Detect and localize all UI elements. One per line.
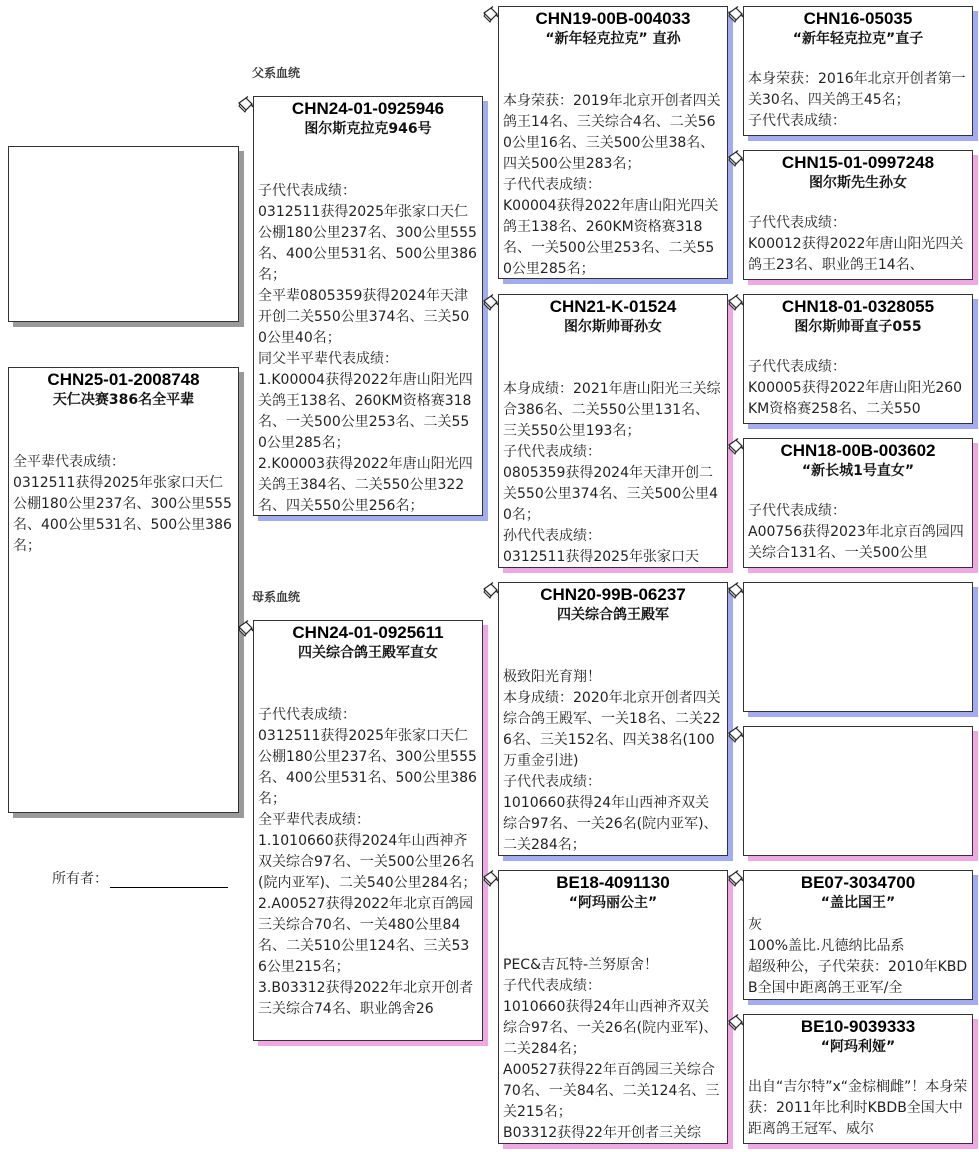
dds-ring-number: BE07-3034700 xyxy=(800,873,916,892)
sire-dam-description: 本身成绩：2021年唐山阳光三关综合386名、二关550公里131名、三关550公里193名； 子代代表成绩： 0805359获得2024年天津开创二关550公里374名、三关500公里40名； 孙代代表成绩： 0312511获得2025年张家口天 xyxy=(503,381,721,565)
paint-bucket-icon[interactable] xyxy=(726,150,744,168)
paint-bucket-icon[interactable] xyxy=(481,870,499,888)
dam-dam-dam-card xyxy=(743,1014,973,1144)
sire-dam-name: 图尔斯帅哥孙女 xyxy=(564,319,662,335)
sire-sire-description: 本身荣获：2019年北京开创者四关鸽王14名、三关综合4名、二关560公里16名、三关500公里38名、四关500公里283名； 子代代表成绩： K00004获得2022年唐山阳光四关鸽王138名、260KM资格赛318名、一关500公里253名、二关550公里285名； xyxy=(503,93,721,277)
sire-sire-dam-card xyxy=(743,150,973,280)
sire-description: 子代代表成绩： 0312511获得2025年张家口天仁公棚180公里237名、300公里555名、400公里531名、500公里386名； 全平辈0805359获得2024年天津开创二关550公里374名、三关500公里40名； 同父半平辈代表成绩： 1.K00004获得2022年唐山阳光四关鸽王138名、260KM资格赛318名、一关500公里253名、二关550公里285名； 2.K00003获得2022年唐山阳光四关鸽王384名、二关550公里322名、四关550公里256名； xyxy=(258,183,477,514)
dam-card xyxy=(253,620,483,1041)
dam-dam-ring-number: BE18-4091130 xyxy=(556,873,670,892)
paint-bucket-icon[interactable] xyxy=(726,870,744,888)
dam-sire-description: 极致阳光育翔！ 本身成绩：2020年北京开创者四关综合鸽王殿军、一关18名、二关226名、三关152名、四关38名(100万重金引进) 子代代表成绩： 1010660获得24年山西神齐双关综合97名、一关26名(院内亚军)、二关284名； xyxy=(503,669,721,853)
sire-sire-sire-card xyxy=(743,6,973,136)
sds-description: 子代代表成绩： K00005获得2022年唐山阳光260KM资格赛258名、二关550 xyxy=(748,359,963,417)
ddd-ring-number: BE10-9039333 xyxy=(800,1017,916,1036)
sire-dam-dam-card xyxy=(743,438,973,568)
dam-sire-name: 四关综合鸽王殿军 xyxy=(557,607,669,623)
sss-name: “新年轻克拉克”直子 xyxy=(792,31,924,47)
sire-dam-ring-number: CHN21-K-01524 xyxy=(549,297,677,316)
dam-name: 四关综合鸽王殿军直女 xyxy=(298,645,438,661)
paint-bucket-icon[interactable] xyxy=(481,582,499,600)
ddd-name: “阿玛利娅” xyxy=(820,1039,896,1055)
paint-bucket-icon[interactable] xyxy=(726,6,744,24)
sds-name: 图尔斯帅哥直子055 xyxy=(794,319,922,335)
paint-bucket-icon[interactable] xyxy=(236,96,254,114)
ddd-description: 出自“吉尔特”x“金棕榈雌”！本身荣获：2011年比利时KBDB全国大中距离鸽王冠军、威尔 xyxy=(748,1079,968,1137)
ssd-name: 图尔斯先生孙女 xyxy=(809,175,907,191)
dam-dam-name: “阿玛丽公主” xyxy=(568,895,658,911)
sdd-description: 子代代表成绩： A00756获得2023年北京百鸽园四关综合131名、一关500公里 xyxy=(748,503,964,561)
dam-dam-sire-card xyxy=(743,870,973,1000)
owner-input-line[interactable] xyxy=(110,873,228,888)
paint-bucket-icon[interactable] xyxy=(726,294,744,312)
dam-description: 子代代表成绩： 0312511获得2025年张家口天仁公棚180公里237名、300公里555名、400公里531名、500公里386名； 全平辈代表成绩： 1.1010660获得2024年山西神齐双关综合97名、一关500公里26名(院内亚军)、二关540公里284名； 2.A00527获得2022年北京百鸽园三关综合70名、一关480公里84名、二关510公里124名、三关536公里215名； 3.B03312获得2022年北京开创者三关综合74名、职业鸽舍26 xyxy=(258,707,477,1017)
sire-sire-name: “新年轻克拉克” 直孙 xyxy=(545,31,681,47)
dam-sire-sire-card xyxy=(743,582,973,712)
ssd-ring-number: CHN15-01-0997248 xyxy=(781,153,935,172)
ssd-description: 子代代表成绩： K00012获得2022年唐山阳光四关鸽王23名、职业鸽王14名、 xyxy=(748,215,964,273)
paint-bucket-icon[interactable] xyxy=(236,620,254,638)
paint-bucket-icon[interactable] xyxy=(481,6,499,24)
maternal-label: 母系血统 xyxy=(252,590,301,604)
photo-frame xyxy=(8,146,239,322)
sire-sire-ring-number: CHN19-00B-004033 xyxy=(535,9,691,28)
dam-dam-description: PEC&吉瓦特-兰努原舍！ 子代代表成绩： 1010660获得24年山西神齐双关综合97名、一关26名(院内亚军)、二关284名； A00527获得22年百鸽园三关综合70名、一关84名、二关124名、三关215名； B03312获得22年开创者三关综 xyxy=(503,957,720,1141)
paternal-label: 父系血统 xyxy=(252,66,301,80)
sire-card xyxy=(253,96,483,516)
sire-dam-sire-card xyxy=(743,294,973,424)
sire-name: 图尔斯克拉克946号 xyxy=(304,121,432,137)
paint-bucket-icon[interactable] xyxy=(726,582,744,600)
subject-description: 全平辈代表成绩： 0312511获得2025年张家口天仁公棚180公里237名、300公里555名、400公里531名、500公里386名； xyxy=(13,454,232,554)
dds-description: 灰 100%盖比.凡德纳比品系 超级种公，子代荣获：2010年KBDB全国中距离鸽王亚军/全 xyxy=(748,917,968,996)
sss-ring-number: CHN16-05035 xyxy=(803,9,913,28)
dam-ring-number: CHN24-01-0925611 xyxy=(292,623,444,642)
dam-sire-card xyxy=(498,582,728,856)
sdd-name: “新长城1号直女” xyxy=(801,463,915,479)
paint-bucket-icon[interactable] xyxy=(726,726,744,744)
paint-bucket-icon[interactable] xyxy=(726,438,744,456)
owner-field xyxy=(52,868,228,888)
owner-label: 所有者： xyxy=(52,871,108,887)
subject-card xyxy=(8,367,239,813)
dds-name: “盖比国王” xyxy=(820,895,896,911)
paint-bucket-icon[interactable] xyxy=(726,1014,744,1032)
paint-bucket-icon[interactable] xyxy=(481,294,499,312)
sdd-ring-number: CHN18-00B-003602 xyxy=(780,441,936,460)
dam-dam-card xyxy=(498,870,728,1144)
dam-sire-dam-card xyxy=(743,726,973,856)
sire-dam-card xyxy=(498,294,728,568)
sire-sire-card xyxy=(498,6,728,279)
sds-ring-number: CHN18-01-0328055 xyxy=(781,297,935,316)
subject-ring-number: CHN25-01-2008748 xyxy=(47,370,200,389)
sss-description: 本身荣获：2016年北京开创者第一关30名、四关鸽王45名； 子代代表成绩： xyxy=(748,71,966,129)
dam-sire-ring-number: CHN20-99B-06237 xyxy=(540,585,686,604)
subject-name: 天仁决赛386名全平辈 xyxy=(52,392,195,408)
sire-ring-number: CHN24-01-0925946 xyxy=(291,99,445,118)
